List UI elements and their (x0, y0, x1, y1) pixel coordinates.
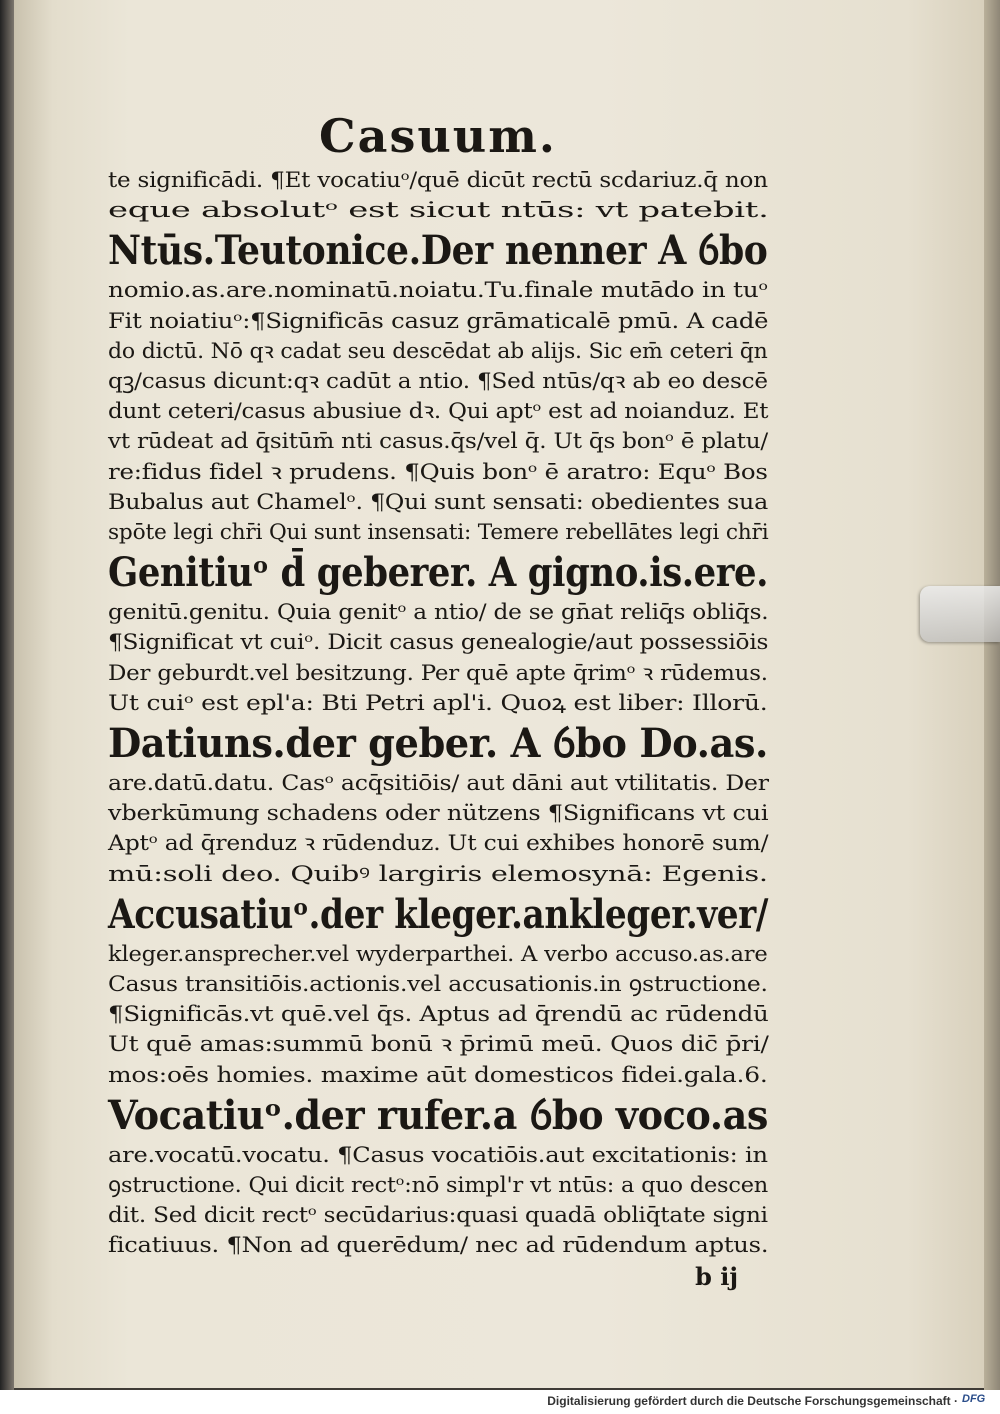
section-heading: Ntūs.Teutonice.Der nenner A ỽbo (108, 227, 768, 275)
section-heading: Datiuns.der geber. A ỽbo Do.as. (108, 720, 768, 768)
text-line: do dictū. Nō qꝛ cadat seu descēdat ab alijs. Sic em̄ ceteri q̄n (108, 338, 768, 364)
text-line: spōte legi chr̄i Qui sunt insensati: Temere rebellātes legi chr̄i (108, 520, 769, 546)
section-heading: Vocatiuᵒ.der rufer.a ỽbo voco.as (108, 1091, 768, 1139)
text-line: mū:soli deo. Quibꝰ largiris elemosynā: Egenis. (108, 861, 768, 887)
text-line: ꝯstructione. Qui dicit rectᵒ:nō simpl'r vt ntūs: a quo descen (108, 1173, 769, 1199)
running-head: Casuum. (319, 109, 557, 163)
footer-credit: Digitalisierung gefördert durch die Deutsche Forschungsgemeinschaft · (547, 1394, 958, 1408)
text-line: eque absolutᵒ est sicut ntūs: vt patebit. (108, 198, 769, 224)
signature-mark: b ij (695, 1261, 738, 1291)
text-line: are.datū.datu. Casᵒ acq̄sitiōis/ aut dāni aut vtilitatis. Der (108, 771, 769, 797)
text-line: re:fidus fidel ꝛ prudens. ¶Quis bonᵒ ē aratro: Equᵒ Bos (108, 459, 768, 485)
text-line: Fit noiatiuᵒ:¶Significās casuz grāmaticalē pmū. A cadē (108, 308, 769, 334)
text-line: nomio.as.are.nominatū.noiatu.Tu.finale mutādo in tuᵒ (108, 278, 768, 304)
text-line: Ut quē amas:summū bonū ꝛ p̄rimū meū. Quos dic̄ p̄ri/ (108, 1032, 769, 1058)
text-blocks (108, 166, 768, 1262)
text-line: dunt ceteri/casus abusiue dꝛ. Qui aptᵒ est ad noianduz. Et (108, 399, 769, 425)
text-line: vberkūmung schadens oder nützens ¶Significans vt cui (108, 801, 769, 827)
page-edge-shadow (984, 0, 1000, 1390)
section-heading: Genitiuᵒ d̄ geberer. A gigno.is.ere. (108, 549, 768, 597)
text-line: Casus transitiōis.actionis.vel accusationis.in ꝯstructione. (108, 972, 768, 998)
text-line: vt rūdeat ad q̄sitūm̄ nti casus.q̄s/vel q̄. Ut q̄s bonᵒ ē platu/ (108, 429, 768, 455)
text-line: ficatiuus. ¶Non ad querēdum/ nec ad rūdendum aptus. (108, 1233, 769, 1259)
text-line: genitū.genitu. Quia genitᵒ a ntio/ de se gn̄at reliq̄s obliq̄s. (108, 600, 769, 626)
page-clip (920, 586, 1000, 642)
text-line: te significādi. ¶Et vocatiuᵒ/quē dicūt rectū scdariuz.q̄ non (108, 168, 768, 193)
text-line: ¶Significās.vt quē.vel q̄s. Aptus ad q̄rendū ac rūdendū (108, 1002, 769, 1028)
text-line: mos:oēs homies. maxime aūt domesticos fidei.gala.6. (108, 1062, 768, 1088)
text-line: Der geburdt.vel besitzung. Per quē apte q̄rimᵒ ꝛ rūdemus. (108, 660, 768, 686)
text-line: Bubalus aut Chamelᵒ. ¶Qui sunt sensati: obedientes sua (108, 489, 768, 515)
page-text (108, 108, 768, 1292)
text-line: ¶Significat vt cuiᵒ. Dicit casus genealogie/aut possessiōis (108, 630, 769, 656)
text-line: qꝫ/casus dicunt:qꝛ cadūt a ntio. ¶Sed ntūs/qꝛ ab eo descē (108, 369, 768, 395)
text-line: dit. Sed dicit rectᵒ secūdarius:quasi quadā obliq̄tate signi (108, 1203, 768, 1229)
dfg-logo: DFG (962, 1393, 986, 1405)
text-line: are.vocatū.vocatu. ¶Casus vocatiōis.aut excitationis: in (108, 1142, 768, 1168)
text-line: Ut cuiᵒ est epl'a: Bti Petri apl'i. Quoꝝ est liber: Illorū. (108, 690, 768, 716)
text-line: kleger.ansprecher.vel wyderparthei. A verbo accuso.as.are (108, 941, 768, 967)
section-heading: Accusatiuᵒ.der kleger.ankleger.ver/ (108, 890, 768, 938)
text-line: Aptᵒ ad q̄renduz ꝛ rūdenduz. Ut cui exhibes honorē sum/ (108, 831, 769, 857)
book-cover-edge (0, 0, 14, 1390)
